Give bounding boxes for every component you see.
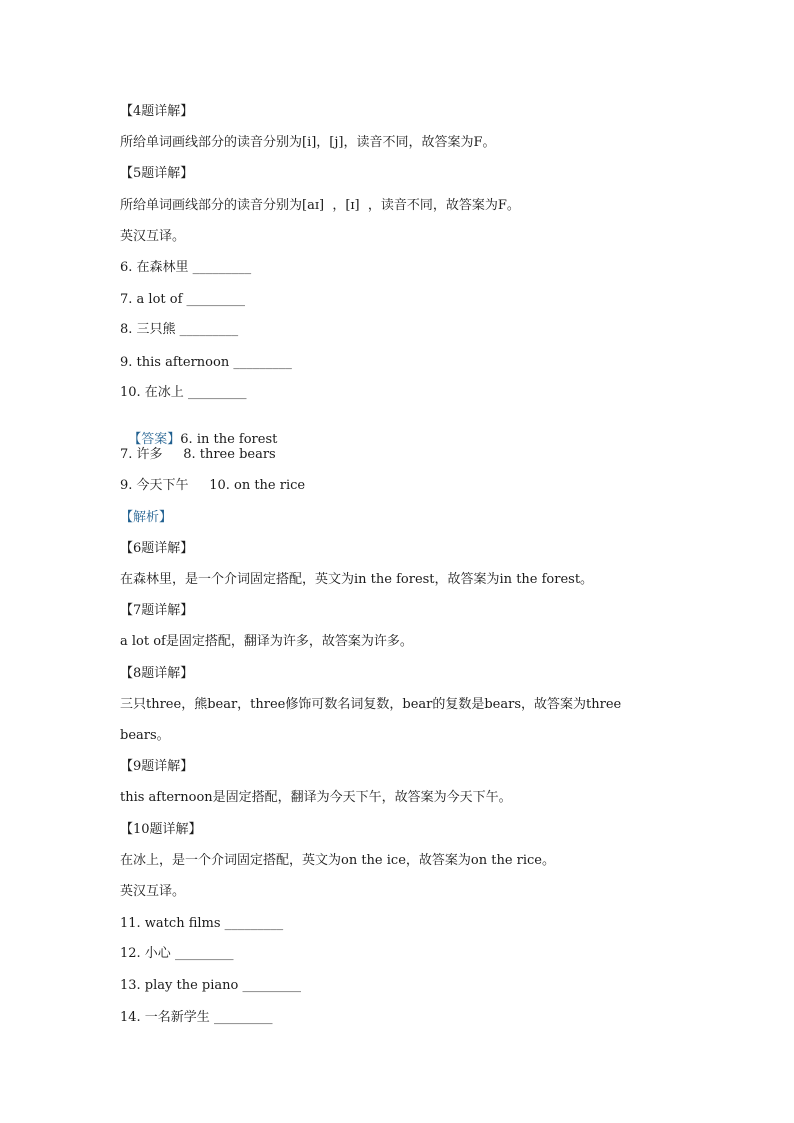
explanation-q9: this afternoon是固定搭配，翻译为今天下午，故答案为今天下午。 (120, 790, 512, 805)
answer-6: 6. in the forest (180, 432, 278, 447)
explanation-q6: 在森林里，是一个介词固定搭配，英文为in the forest，故答案为in the forest。 (120, 572, 594, 587)
question-7: 7. a lot of _________ (120, 292, 246, 307)
question-12: 12. 小心 _________ (120, 946, 234, 961)
heading-q10-detail: 【10题详解】 (120, 822, 202, 837)
explanation-q10: 在冰上，是一个介词固定搭配，英文为on the ice，故答案为on the rice。 (120, 853, 555, 868)
heading-q6-detail: 【6题详解】 (120, 541, 194, 556)
question-6: 6. 在森林里 _________ (120, 260, 252, 275)
heading-q4-detail: 【4题详解】 (120, 104, 194, 119)
answer-row-6 (120, 416, 277, 448)
question-13: 13. play the piano _________ (120, 978, 301, 993)
question-14: 14. 一名新学生 _________ (120, 1010, 273, 1025)
answer-row-7-8: 7. 许多 8. three bears (120, 447, 276, 462)
question-8: 8. 三只熊 _________ (120, 322, 239, 337)
answer-row-9-10: 9. 今天下午 10. on the rice (120, 478, 306, 493)
explanation-q8-line2: bears。 (120, 728, 170, 743)
question-9: 9. this afternoon _________ (120, 355, 292, 370)
explanation-q8-line1: 三只three，熊bear，three修饰可数名词复数，bear的复数是bears，故答案为three (120, 697, 622, 712)
heading-q9-detail: 【9题详解】 (120, 759, 194, 774)
section-instruction-2: 英汉互译。 (120, 884, 186, 899)
heading-q8-detail: 【8题详解】 (120, 666, 194, 681)
analysis-label: 【解析】 (120, 510, 173, 525)
explanation-q7: a lot of是固定搭配，翻译为许多，故答案为许多。 (120, 634, 413, 649)
question-10: 10. 在冰上 _________ (120, 385, 247, 400)
answer-label: 【答案】 (128, 432, 181, 447)
heading-q7-detail: 【7题详解】 (120, 603, 194, 618)
heading-q5-detail: 【5题详解】 (120, 166, 194, 181)
explanation-q4: 所给单词画线部分的读音分别为[i]，[j]，读音不同，故答案为F。 (120, 135, 496, 150)
question-11: 11. watch films _________ (120, 916, 284, 931)
section-instruction: 英汉互译。 (120, 229, 186, 244)
explanation-q5: 所给单词画线部分的读音分别为[aɪ] ，[ɪ] ，读音不同，故答案为F。 (120, 198, 520, 213)
